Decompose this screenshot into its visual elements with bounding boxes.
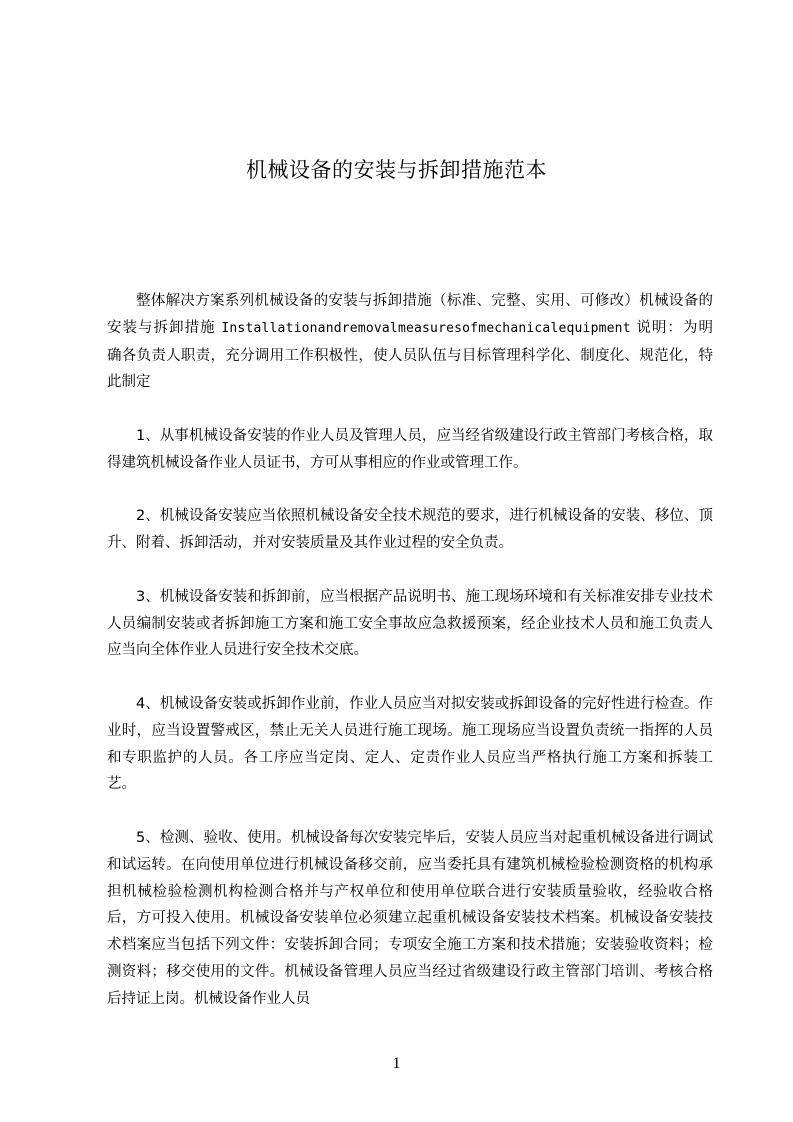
document-title: 机械设备的安装与拆卸措施范本 <box>246 158 547 183</box>
intro-paragraph <box>107 288 713 396</box>
paragraph-5: 5、检测、验收、使用。机械设备每次安装完毕后，安装人员应当对起重机械设备进行调试和试运转。在向使用单位进行机械设备移交前，应当委托具有建筑机械检验检测资格的机构承担机械检验检测机构检测合格并与产权单位和使用单位联合进行安装质量验收，经验收合格后，方可投入使用。机械设备安装单位必须建立起重机械设备安装技术档案。机械设备安装技术档案应当包括下列文件：安装拆卸合同；专项安全施工方案和技术措施；安装验收资料；检测资料；移交使用的文件。机械设备管理人员应当经过省级建设行政主管部门培训、考核合格后持证上岗。机械设备作业人员 <box>107 829 713 1007</box>
paragraph-2: 2、机械设备安装应当依照机械设备安全技术规范的要求，进行机械设备的安装、移位、顶升、附着、拆卸活动，并对安装质量及其作业过程的安全负责。 <box>107 508 713 552</box>
paragraph-4: 4、机械设备安装或拆卸作业前，作业人员应当对拟安装或拆卸设备的完好性进行检查。作业时，应当设置警戒区，禁止无关人员进行施工现场。施工现场应当设置负责统一指挥的人员和专职监护的人员。各工序应当定岗、定人、定责作业人员应当严格执行施工方案和拆装工艺。 <box>107 695 713 793</box>
intro-english-title: Installationandremovalmeasuresofmechanicalequipment <box>221 320 631 336</box>
paragraph-1: 1、从事机械设备安装的作业人员及管理人员，应当经省级建设行政主管部门考核合格，取得建筑机械设备作业人员证书，方可从事相应的作业或管理工作。 <box>107 427 713 471</box>
document-body <box>107 288 713 1039</box>
intro-text-2: 说明：为明确各负责人职责，充分调用工作积极性，使人员队伍与目标管理科学化、制度化、规范化，特此制定 <box>107 319 713 391</box>
intro-text-1: 整体解决方案系列机械设备的安装与拆卸措施（标准、完整、实用、可修改）机械设备的安装与拆卸措施 <box>107 293 713 336</box>
paragraph-3: 3、机械设备安装和拆卸前，应当根据产品说明书、施工现场环境和有关标准安排专业技术人员编制安装或者拆卸施工方案和施工安全事故应急救援预案，经企业技术人员和施工负责人应当向全体作业人员进行安全技术交底。 <box>107 588 713 659</box>
page-number: 1 <box>392 1055 401 1072</box>
